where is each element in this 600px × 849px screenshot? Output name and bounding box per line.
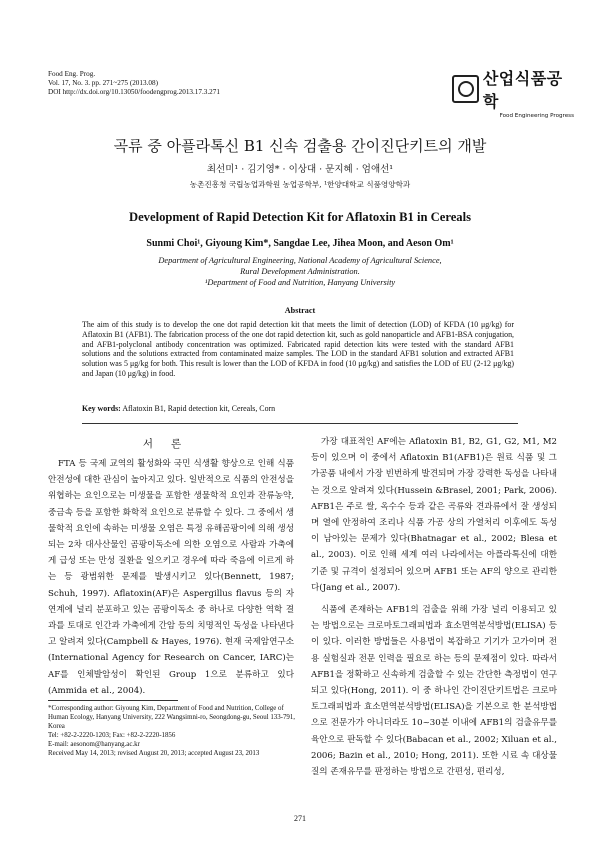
authors-korean: 최선미¹ · 김기영* · 이상대 · 문지혜 · 엄애선¹ [206,164,394,175]
keywords-list: Aflatoxin B1, Rapid detection kit, Cereals, Corn [122,404,276,413]
right-column [311,434,557,780]
footnote-line: *Corresponding author: Giyoung Kim, Department of Food and Nutrition, College of Human Ecology, Hanyang University, 222 Wangsimni-ro, Seongdong-gu, Seoul 133-791, Korea [48,705,296,730]
footnote-line: Tel: +82-2-2220-1203; Fax: +82-2-2220-1856 [48,732,176,739]
paragraph: 식품에 존재하는 AFB1의 검출을 위해 가장 널리 이용되고 있는 방법으로는 크로마토그래피법과 효소면역분석방법(ELISA) 등이 있다. 이러한 방법들은 사용법이 복잡하고 기기가 고가이며 전용 실험실과 전문 인력을 필요로 하는 등의 문제점이 있다. 따라서 AFB1을 정확하고 신속하게 검출할 수 있는 간단한 측정법이 연구되고 있다(Hong, 2011). 이 중 하나인 간이진단키트법은 크로마토그래피법과 효소면역분석방법(ELISA)을 기본으로 한 분석방법으로 전문가가 아니더라도 10~30분 이내에 AFB1의 검출유무를 육안으로 판독할 수 있다(Babacan et al., 2002; Xiluan et al., 2006; Bazin et al., 2010; Hong, 2011). 또한 시료 속 대상물질의 존재유무를 판정하는 방법으로 간편성, 편리성, [311,605,557,778]
footnote-line: Received May 14, 2013; revised August 20, 2013; accepted August 23, 2013 [48,750,260,757]
footnote-line: E-mail: aesonom@hanyang.ac.kr [48,741,140,748]
abstract-heading: Abstract [284,306,316,315]
paragraph: FTA 등 국제 교역의 활성화와 국민 식생활 향상으로 인해 식품 안전성에 대한 관심이 높아지고 있다. 일반적으로 식품의 안전성을 위협하는 요인으로는 미생물을 포함한 생물학적 요인과 잔류농약, 중금속 등을 포함한 화학적 요인으로 분류할 수 있다. 그 중에서 생물학적 요인에 속하는 미생물 오염은 특정 유해곰팡이에 의해 생성되는 2차 대사산물인 곰팡이독소에 의한 오염으로 사람과 가축에게 급성 또는 만성 질환을 일으키고 경우에 따라 죽음에 이르게 하는 등 광범위한 문제를 발생시키고 있다(Bennett, 1987; Schuh, 1997). Aflatoxin(AF)은 Aspergillus flavus 등의 자연계에 널리 분포하고 있는 곰팡이독소 중 하나로 다양한 역학 결과를 토대로 인간과 가축에게 간암 등의 치명적인 독성을 나타낸다고 알려져 있다(Campbell & Hayes, 1976). 현재 국제암연구소(International Agency for Research on Cancer, IARC)는 AF를 인체발암성이 확인된 Group 1으로 분류하고 있다(Ammida et al., 2004). [48,459,294,696]
divider [82,423,518,424]
title-korean: 곡류 중 아플라톡신 B1 신속 검출용 간이진단키트의 개발 [113,137,487,155]
affiliation-korean: 농촌진흥청 국립농업과학원 농업공학부, ¹한양대학교 식품영양학과 [189,180,411,189]
keywords [82,404,514,413]
left-column [48,456,294,699]
affiliation-english [0,255,600,288]
affiliation-line: Rural Development Administration. [240,267,360,276]
journal-header [48,70,220,97]
journal-volume: Vol. 17, No. 3. pp. 271~275 (2013.08) [48,79,158,87]
abstract-text: The aim of this study is to develop the one dot rapid detection kit that meets the limit of detection (LOD) of KFDA (10 μg/kg) for Aflatoxin B1 (AFB1). The fabrication process of the one dot rapid detection kit, such as gold nanoparticle and AFB1-BSA conjugation, and AFB1-polyclonal antibody concentration was optimized. Fabricated rapid detection kits were tested with the standard AFB1 solutions and the solutions extracted from contaminated maize samples. The LOD in the standard AFB1 solution and extracted AFB1 solution was 5 μg/kg for both. This result is lower than the LOD of KFDA in food (10 μg/kg) and satisfies the LOD of EU (2-12 μg/kg) and Japan (10 μg/kg) in food. [82,320,514,378]
footnote-divider [48,700,178,701]
affiliation-line: ¹Department of Food and Nutrition, Hanyang University [204,278,396,287]
footnote [48,704,298,758]
paragraph: 가장 대표적인 AF에는 Aflatoxin B1, B2, G1, G2, M1, M2 등이 있으며 이 중에서 Aflatoxin B1(AFB1)은 원료 식품 및 그 가공품 내에서 가장 빈번하게 발견되며 가장 강력한 독성을 나타내는 것으로 알려져 있다(Hussein &Brasel, 2001; Park, 2006). AFB1은 주로 쌀, 옥수수 등과 같은 곡류와 견과류에서 잘 생성되며 열에 안정하여 조리나 식품 가공 상의 가열처리 이후에도 독성이 남아있는 문제가 있다(Bhatnagar et al., 2002; Blesa et al., 2003). 이로 인해 세계 여러 나라에서는 아플라톡신에 대한 기준 및 규격이 설정되어 있으며 AFB1 또는 AF의 양으로 관리한다(Jang et al., 2007). [311,437,557,593]
logo-icon [452,75,479,103]
section-heading: 서론 [142,438,200,450]
logo-subtitle: Food Engineering Progress [499,113,574,119]
journal-doi: DOI http://dx.doi.org/10.13050/foodengprog.2013.17.3.271 [48,88,220,96]
journal-name: Food Eng. Prog. [48,70,96,78]
title-english: Development of Rapid Detection Kit for Aflatoxin B1 in Cereals [129,210,471,224]
affiliation-line: Department of Agricultural Engineering, National Academy of Agricultural Science, [158,256,442,265]
logo-text: 산업식품공학 [482,69,563,111]
journal-logo [452,66,574,119]
keywords-label: Key words: [82,404,121,413]
page-number: 271 [294,814,306,823]
authors-english: Sunmi Choi¹, Giyoung Kim*, Sangdae Lee, Jihea Moon, and Aeson Om¹ [146,238,454,249]
